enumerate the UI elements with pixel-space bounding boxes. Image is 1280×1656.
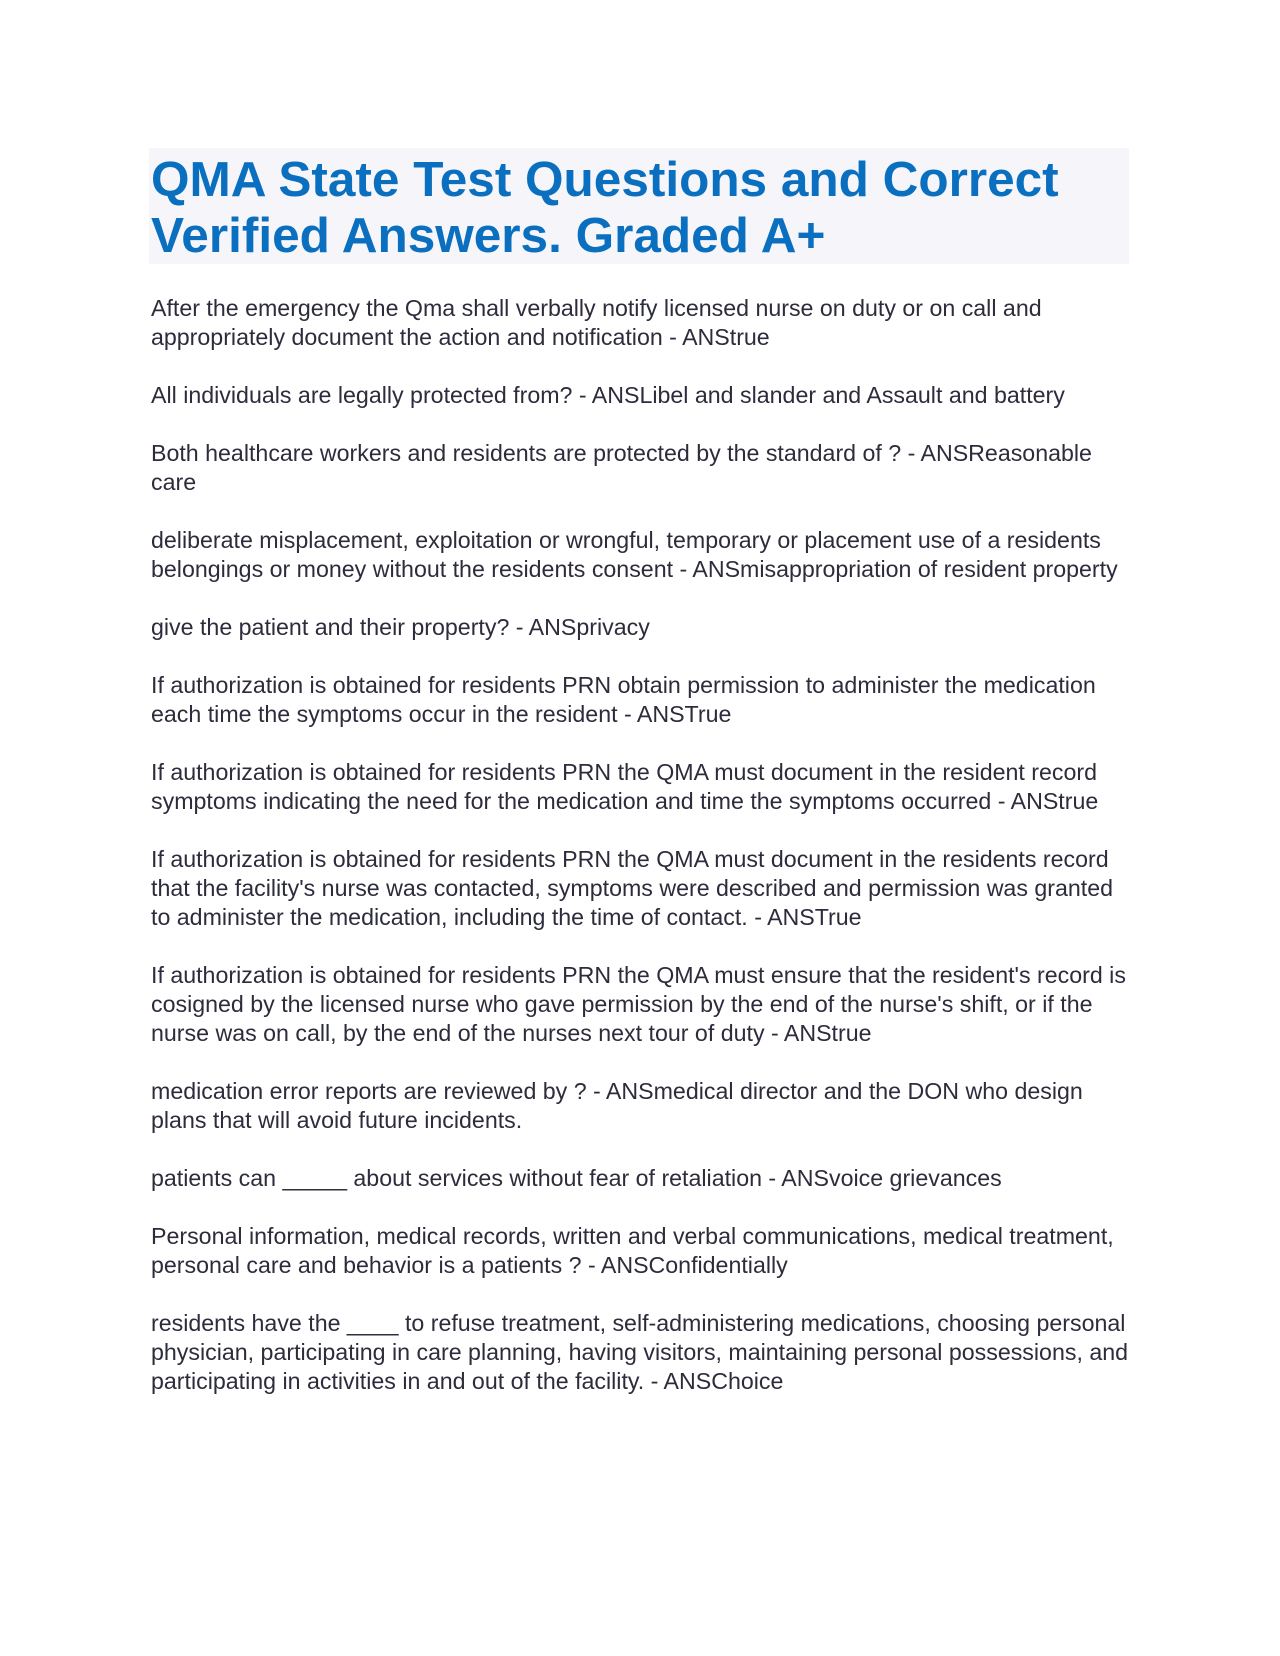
qa-item: Both healthcare workers and residents are protected by the standard of ? - ANSReasonable care [151,440,1092,495]
qa-item: If authorization is obtained for residents PRN obtain permission to administer the medication each time the symptoms occur in the resident - ANSTrue [151,672,1096,727]
qa-item: Personal information, medical records, written and verbal communications, medical treatment, personal care and behavior is a patients ? - ANSConfidentially [151,1223,1114,1278]
qa-item: residents have the ____ to refuse treatment, self-administering medications, choosing personal physician, participating in care planning, having visitors, maintaining personal possessions, and participating in activities in and out of the facility. - ANSChoice [151,1310,1129,1394]
qa-item: medication error reports are reviewed by ? - ANSmedical director and the DON who design plans that will avoid future incidents. [151,1078,1083,1133]
document-title: QMA State Test Questions and Correct Verified Answers. Graded A+ [151,152,1059,263]
qa-list [151,294,1131,1425]
qa-item: If authorization is obtained for residents PRN the QMA must document in the resident record symptoms indicating the need for the medication and time the symptoms occurred - ANStrue [151,759,1099,814]
qa-item: If authorization is obtained for residents PRN the QMA must ensure that the resident's record is cosigned by the licensed nurse who gave permission by the end of the nurse's shift, or if the nurse was on call, by the end of the nurses next tour of duty - ANStrue [151,962,1126,1046]
qa-item: All individuals are legally protected from? - ANSLibel and slander and Assault and battery [151,382,1065,408]
qa-item: give the patient and their property? - ANSprivacy [151,614,650,640]
qa-item: deliberate misplacement, exploitation or wrongful, temporary or placement use of a residents belongings or money without the residents consent - ANSmisappropriation of resident property [151,527,1118,582]
qa-item: After the emergency the Qma shall verbally notify licensed nurse on duty or on call and appropriately document the action and notification - ANStrue [151,295,1042,350]
qa-item: patients can _____ about services without fear of retaliation - ANSvoice grievances [151,1165,1002,1191]
qa-item: If authorization is obtained for residents PRN the QMA must document in the residents record that the facility's nurse was contacted, symptoms were described and permission was granted to administer the medication, including the time of contact. - ANSTrue [151,846,1114,930]
